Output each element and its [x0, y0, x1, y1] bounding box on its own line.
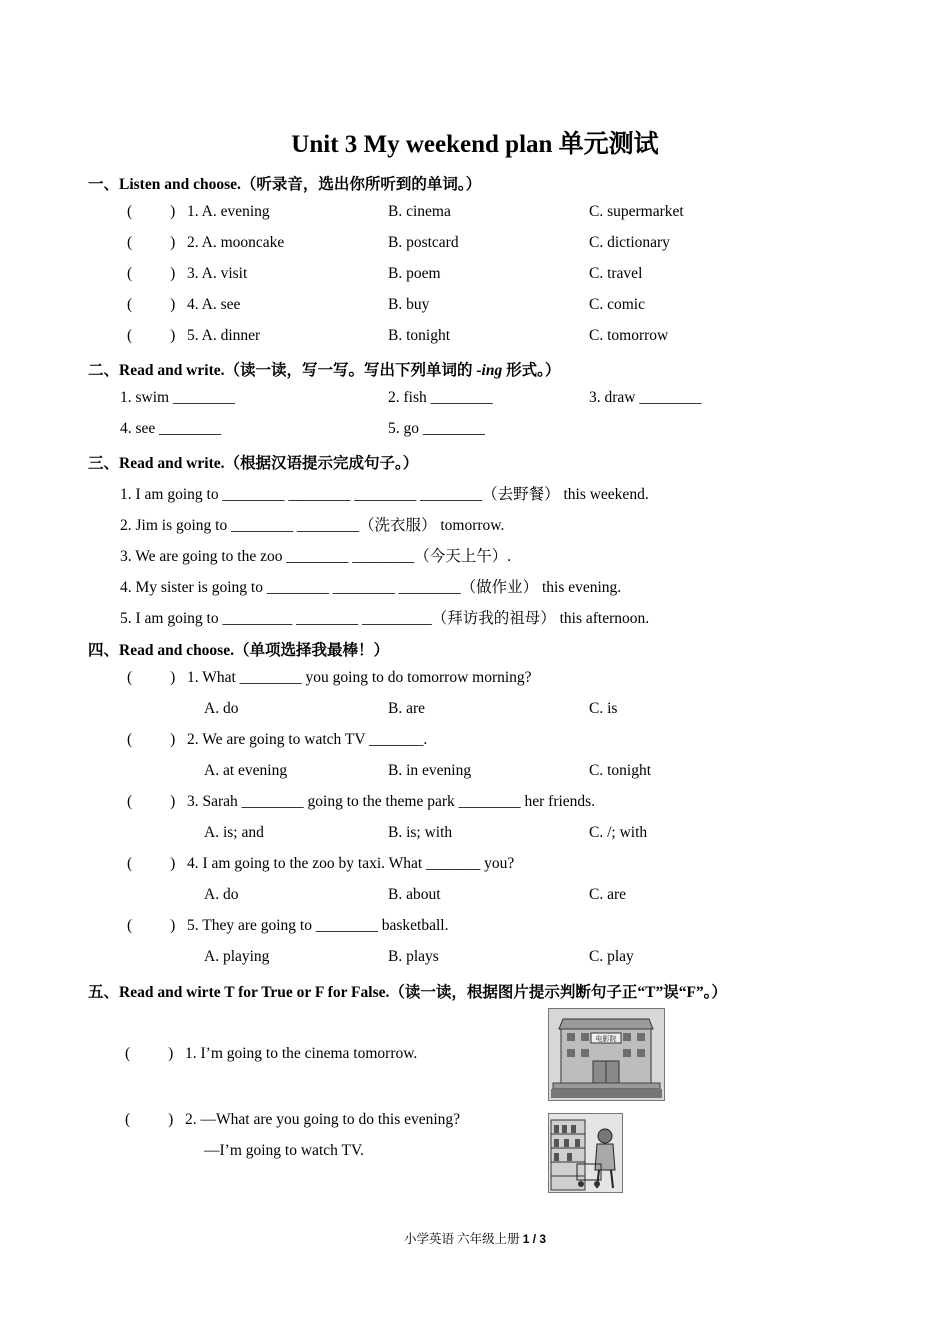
question-text: 4. I am going to the zoo by taxi. What _______ you? — [187, 855, 515, 872]
option-b: B. in evening — [388, 762, 472, 779]
page-title: Unit 3 My weekend plan 单元测试 — [291, 131, 659, 158]
option-a: 5. A. dinner — [187, 327, 261, 344]
answer-bracket[interactable]: ( ) — [127, 917, 176, 934]
cinema-building-icon — [549, 1009, 664, 1100]
footer-text: 小学英语 六年级上册 — [403, 1232, 523, 1246]
question-text: 5. They are going to ________ basketball. — [187, 917, 449, 934]
option-a: A. do — [204, 700, 239, 717]
option-b: B. about — [388, 886, 441, 903]
write-item[interactable]: 2. fish ________ — [388, 389, 493, 406]
write-item[interactable]: 5. go ________ — [388, 420, 485, 437]
answer-bracket[interactable]: ( ) — [127, 731, 176, 748]
sentence-item[interactable]: 3. We are going to the zoo ________ ________（今天上午）. — [120, 548, 512, 565]
option-a: A. do — [204, 886, 239, 903]
option-a: 1. A. evening — [187, 203, 270, 220]
option-a: A. at evening — [204, 762, 288, 779]
option-c: C. supermarket — [589, 203, 684, 220]
sentence-item[interactable]: 4. My sister is going to ________ ________ ________（做作业） this evening. — [120, 579, 622, 596]
option-b: B. postcard — [388, 234, 459, 251]
option-c: C. comic — [589, 296, 645, 313]
section-1-heading: 一、Listen and choose.（听录音，选出你所听到的单词。） — [88, 176, 482, 193]
option-a: 2. A. mooncake — [187, 234, 285, 251]
option-c: C. dictionary — [589, 234, 670, 251]
page-number: 1 / 3 — [522, 1232, 547, 1246]
option-b: B. poem — [388, 265, 441, 282]
answer-bracket[interactable]: ( ) — [127, 203, 176, 220]
section-4-heading: 四、Read and choose.（单项选择我最棒！） — [88, 642, 389, 659]
option-b: B. are — [388, 700, 426, 717]
option-a: 3. A. visit — [187, 265, 248, 282]
question-text: 2. We are going to watch TV _______. — [187, 731, 428, 748]
answer-bracket[interactable]: ( ) — [127, 793, 176, 810]
tf-statement-reply: —I’m going to watch TV. — [204, 1142, 365, 1159]
sentence-item[interactable]: 1. I am going to ________ ________ ________ ________（去野餐） this weekend. — [120, 486, 649, 503]
section-3-heading: 三、Read and write.（根据汉语提示完成句子。） — [88, 455, 419, 472]
question-text: 3. Sarah ________ going to the theme park ________ her friends. — [187, 793, 596, 810]
option-c: C. tomorrow — [589, 327, 669, 344]
answer-bracket[interactable]: ( ) — [127, 234, 176, 251]
section-5-heading: 五、Read and wirte T for True or F for False.（读一读，根据图片提示判断句子正“T”误“F”。） — [88, 984, 727, 1001]
option-c: C. /; with — [589, 824, 648, 841]
tf-statement: 1. I’m going to the cinema tomorrow. — [185, 1045, 418, 1062]
option-c: C. are — [589, 886, 627, 903]
answer-bracket[interactable]: ( ) — [125, 1045, 174, 1062]
tf-statement: 2. —What are you going to do this evening? — [185, 1111, 461, 1128]
supermarket-picture — [548, 1113, 623, 1193]
option-c: C. play — [589, 948, 634, 965]
svg-text:电影院: 电影院 — [595, 1035, 617, 1043]
option-b: B. buy — [388, 296, 430, 313]
option-b: B. plays — [388, 948, 439, 965]
shopping-scene-icon — [549, 1114, 622, 1192]
write-item[interactable]: 4. see ________ — [120, 420, 222, 437]
cinema-picture — [548, 1008, 665, 1101]
answer-bracket[interactable]: ( ) — [125, 1111, 174, 1128]
sentence-item[interactable]: 2. Jim is going to ________ ________（洗衣服） tomorrow. — [120, 517, 505, 534]
question-text: 1. What ________ you going to do tomorrow morning? — [187, 669, 532, 686]
option-b: B. tonight — [388, 327, 451, 344]
option-a: 4. A. see — [187, 296, 241, 313]
option-b: B. is; with — [388, 824, 453, 841]
option-c: C. is — [589, 700, 618, 717]
write-item[interactable]: 1. swim ________ — [120, 389, 235, 406]
answer-bracket[interactable]: ( ) — [127, 327, 176, 344]
answer-bracket[interactable]: ( ) — [127, 669, 176, 686]
page-footer — [0, 1229, 950, 1247]
answer-bracket[interactable]: ( ) — [127, 855, 176, 872]
answer-bracket[interactable]: ( ) — [127, 265, 176, 282]
option-a: A. is; and — [204, 824, 264, 841]
section-2-heading: 二、Read and write.（读一读，写一写。写出下列单词的 -ing 形式。） — [88, 362, 561, 379]
option-c: C. tonight — [589, 762, 652, 779]
option-c: C. travel — [589, 265, 643, 282]
sentence-item[interactable]: 5. I am going to _________ ________ _________（拜访我的祖母） this afternoon. — [120, 610, 650, 627]
write-item[interactable]: 3. draw ________ — [589, 389, 702, 406]
option-b: B. cinema — [388, 203, 451, 220]
option-a: A. playing — [204, 948, 270, 965]
answer-bracket[interactable]: ( ) — [127, 296, 176, 313]
